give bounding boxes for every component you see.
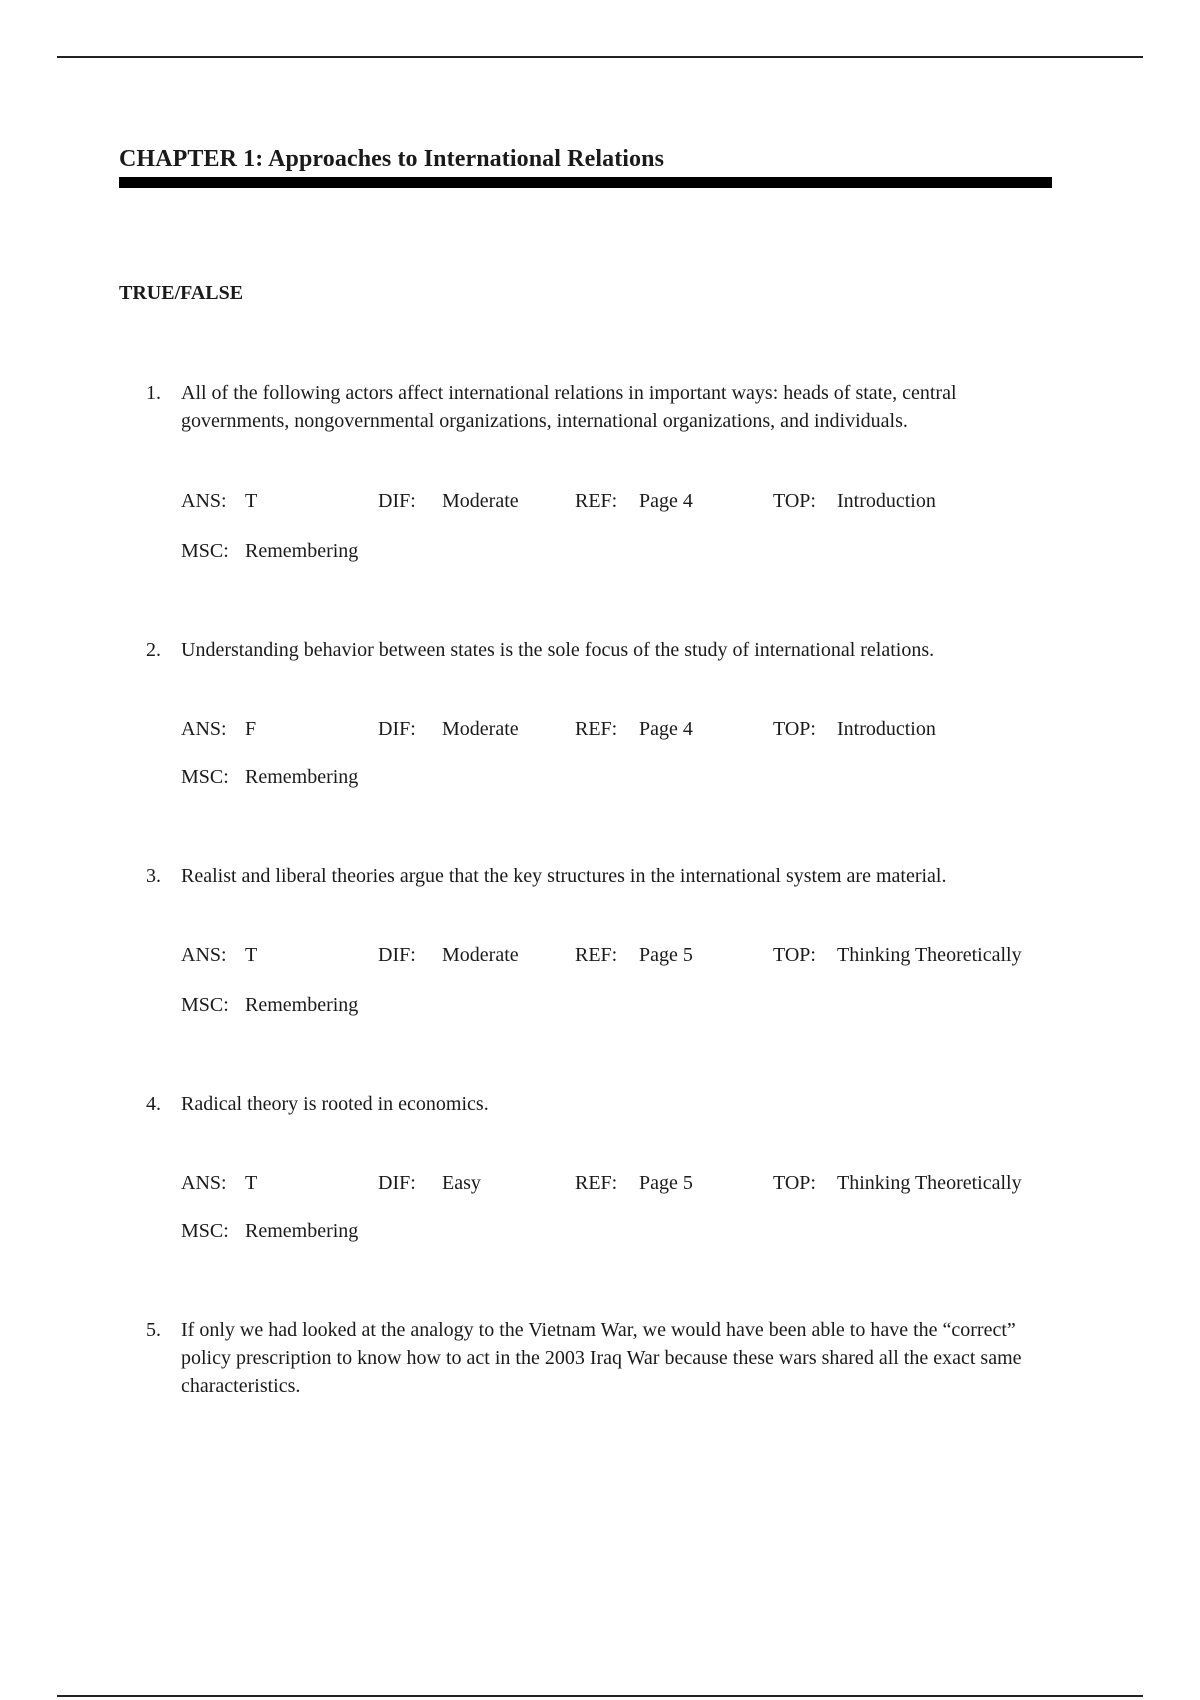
topic-field (773, 1169, 1022, 1197)
difficulty-label: DIF: (378, 1172, 416, 1194)
topic-value: Introduction (837, 490, 936, 512)
difficulty-label: DIF: (378, 944, 416, 966)
topic-field (773, 941, 1022, 969)
misc-field (181, 763, 358, 791)
topic-label: TOP: (773, 718, 816, 740)
difficulty-field (378, 715, 519, 743)
answer-value: F (245, 718, 257, 740)
question-number: 1. (146, 382, 161, 404)
reference-label: REF: (575, 718, 618, 740)
difficulty-field (378, 941, 519, 969)
misc-value: Remembering (245, 994, 359, 1016)
answer-value: T (245, 944, 258, 966)
question-text: Radical theory is rooted in economics. (181, 1093, 489, 1115)
difficulty-label: DIF: (378, 490, 416, 512)
misc-field (181, 537, 358, 565)
answer-value: T (245, 1172, 258, 1194)
reference-value: Page 4 (639, 718, 693, 740)
difficulty-value: Moderate (442, 718, 519, 740)
difficulty-field (378, 1169, 481, 1197)
reference-value: Page 5 (639, 944, 693, 966)
topic-value: Thinking Theoretically (837, 944, 1022, 966)
misc-label: MSC: (181, 1220, 229, 1242)
reference-field (575, 941, 693, 969)
answer-field (181, 941, 257, 969)
answer-label: ANS: (181, 944, 227, 966)
answer-field (181, 1169, 257, 1197)
topic-field (773, 487, 936, 515)
misc-field (181, 991, 358, 1019)
question-number: 3. (146, 865, 161, 887)
reference-label: REF: (575, 1172, 618, 1194)
difficulty-value: Easy (442, 1172, 481, 1194)
misc-field (181, 1217, 358, 1245)
misc-value: Remembering (245, 540, 359, 562)
topic-label: TOP: (773, 490, 816, 512)
reference-field (575, 1169, 693, 1197)
chapter-title-underline (119, 177, 1052, 188)
reference-value: Page 5 (639, 1172, 693, 1194)
topic-value: Introduction (837, 718, 936, 740)
answer-field (181, 715, 256, 743)
reference-label: REF: (575, 944, 618, 966)
difficulty-value: Moderate (442, 490, 519, 512)
misc-value: Remembering (245, 766, 359, 788)
bottom-divider (57, 1695, 1143, 1697)
answer-field (181, 487, 257, 515)
topic-label: TOP: (773, 1172, 816, 1194)
question-text: Realist and liberal theories argue that the key structures in the international system are material. (181, 865, 947, 887)
reference-field (575, 487, 693, 515)
misc-value: Remembering (245, 1220, 359, 1242)
section-heading: TRUE/FALSE (119, 282, 244, 304)
reference-value: Page 4 (639, 490, 693, 512)
difficulty-value: Moderate (442, 944, 519, 966)
misc-label: MSC: (181, 766, 229, 788)
question-text: All of the following actors affect international relations in important ways: heads of state, central governments, nongovernmental organizations, international organizations, and individuals. (181, 382, 957, 432)
question-text: Understanding behavior between states is the sole focus of the study of international relations. (181, 639, 935, 661)
topic-label: TOP: (773, 944, 816, 966)
misc-label: MSC: (181, 540, 229, 562)
topic-value: Thinking Theoretically (837, 1172, 1022, 1194)
question-text: If only we had looked at the analogy to the Vietnam War, we would have been able to have the “correct” policy prescription to know how to act in the 2003 Iraq War because these wars shared all the exact same characteristics. (181, 1319, 1022, 1397)
chapter-title: CHAPTER 1: Approaches to International Relations (119, 146, 665, 172)
reference-label: REF: (575, 490, 618, 512)
top-divider (57, 56, 1143, 58)
difficulty-label: DIF: (378, 718, 416, 740)
topic-field (773, 715, 936, 743)
answer-label: ANS: (181, 718, 227, 740)
question-number: 4. (146, 1093, 161, 1115)
difficulty-field (378, 487, 519, 515)
answer-label: ANS: (181, 490, 227, 512)
reference-field (575, 715, 693, 743)
answer-value: T (245, 490, 258, 512)
question-number: 2. (146, 639, 161, 661)
question-number: 5. (146, 1319, 161, 1341)
misc-label: MSC: (181, 994, 229, 1016)
answer-label: ANS: (181, 1172, 227, 1194)
